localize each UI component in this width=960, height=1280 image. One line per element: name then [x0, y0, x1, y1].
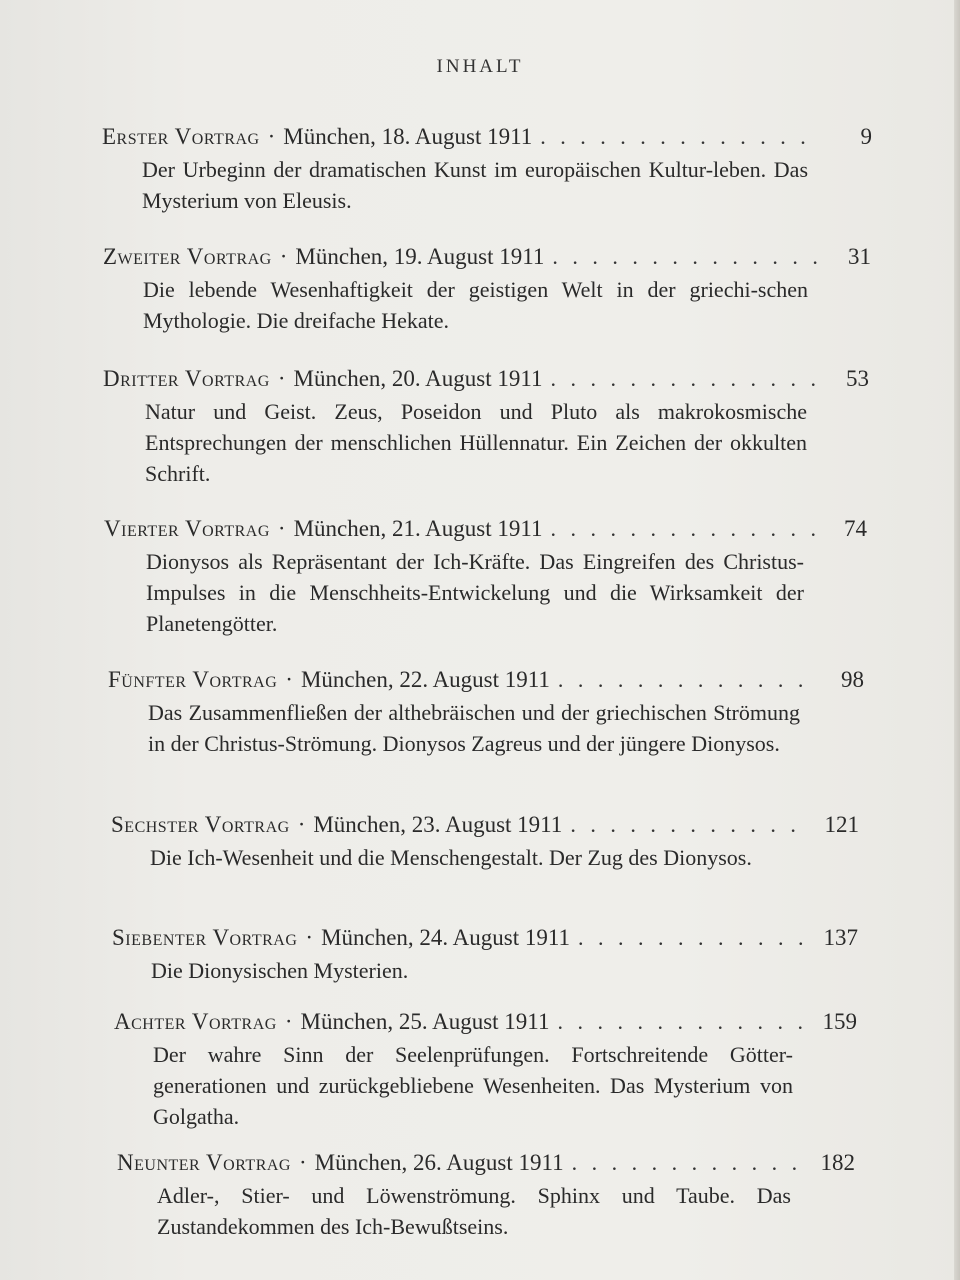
page-number: 137: [823, 925, 858, 950]
dot-leader: [557, 1009, 805, 1035]
entry-description: Dionysos als Repräsentant der Ich-Kräfte. Das Eingreifen des Christus-Impulses in die Menschheits-Entwickelung und die Wirksamkeit der Planetengötter.: [146, 549, 804, 636]
place-date: München, 18. August 1911: [283, 124, 533, 149]
toc-entry: Neunter Vortrag · München, 26. August 1911 . . . 182 Adler-, Stier- und Löwenströmung. Sphinx und Taube. Das Zustandekommen des Ich-Bewußtseins.: [117, 1150, 855, 1242]
toc-entry: Sechster Vortrag · München, 23. August 1911 . . . 121 Die Ich-Wesenheit und die Menschengestalt. Der Zug des Dionysos.: [111, 812, 859, 873]
place-date: München, 25. August 1911: [300, 1009, 550, 1034]
toc-entry: Dritter Vortrag · München, 20. August 1911 . . . 53 Natur und Geist. Zeus, Poseidon und Pluto als makrokosmische Entsprechungen der menschlichen Hüllennatur. Ein Zeichen der okkulten Schrift.: [103, 366, 869, 489]
lecture-label: Sechster Vortrag: [111, 812, 290, 837]
toc-entry: Fünfter Vortrag · München, 22. August 1911 . . . 98 Das Zusammenfließen der althebräischen und der griechischen Strömung in der Christus-Strömung. Dionysos Zagreus und der jüngere Dionysos.: [108, 667, 864, 759]
entry-description: Die Dionysischen Mysterien.: [151, 958, 409, 983]
dot-leader: [578, 925, 806, 951]
lecture-label: Fünfter Vortrag: [108, 667, 278, 692]
dot-leader: [551, 516, 815, 542]
entry-description: Adler-, Stier- und Löwenströmung. Sphinx und Taube. Das Zustandekommen des Ich-Bewußtseins.: [157, 1183, 791, 1239]
toc-entry: Achter Vortrag · München, 25. August 1911 . . . 159 Der wahre Sinn der Seelenprüfungen. Fortschreitende Götter-generationen und zurückgebliebene Wesenheiten. Das Mysterium von Golgatha.: [114, 1009, 857, 1132]
place-date: München, 24. August 1911: [321, 925, 571, 950]
dot-leader: [552, 244, 819, 270]
page-number: 121: [824, 812, 859, 837]
page-number: 182: [820, 1150, 855, 1175]
place-date: München, 22. August 1911: [300, 667, 550, 692]
dot-leader: [551, 366, 818, 392]
lecture-label: Dritter Vortrag: [103, 366, 270, 391]
entry-description: Der Urbeginn der dramatischen Kunst im europäischen Kultur-leben. Das Mysterium von Eleusis.: [142, 157, 808, 213]
toc-entry: Erster Vortrag · München, 18. August 1911 . . . 9 Der Urbeginn der dramatischen Kunst im europäischen Kultur-leben. Das Mysterium von Eleusis.: [102, 124, 872, 216]
entry-description: Natur und Geist. Zeus, Poseidon und Pluto als makrokosmische Entsprechungen der menschlichen Hüllennatur. Ein Zeichen der okkulten Schrift.: [145, 399, 807, 486]
lecture-label: Siebenter Vortrag: [112, 925, 298, 950]
place-date: München, 19. August 1911: [295, 244, 545, 269]
lecture-label: Neunter Vortrag: [117, 1150, 291, 1175]
page-number: 31: [848, 244, 871, 269]
lecture-label: Achter Vortrag: [114, 1009, 277, 1034]
entry-description: Das Zusammenfließen der althebräischen und der griechischen Strömung in der Christus-Strömung. Dionysos Zagreus und der jüngere Dionysos.: [148, 700, 800, 756]
page-number: 98: [841, 667, 864, 692]
page-number: 9: [860, 124, 872, 149]
dot-leader: [540, 124, 820, 150]
place-date: München, 21. August 1911: [293, 516, 543, 541]
toc-entry: Siebenter Vortrag · München, 24. August 1911 . . . 137 Die Dionysischen Mysterien.: [112, 925, 858, 986]
page-number: 74: [844, 516, 867, 541]
dot-leader: [570, 812, 807, 838]
place-date: München, 26. August 1911: [314, 1150, 564, 1175]
lecture-label: Zweiter Vortrag: [103, 244, 272, 269]
dot-leader: [558, 667, 812, 693]
place-date: München, 23. August 1911: [313, 812, 563, 837]
lecture-label: Vierter Vortrag: [104, 516, 270, 541]
page-title: INHALT: [436, 56, 524, 77]
page-number: 159: [822, 1009, 857, 1034]
lecture-label: Erster Vortrag: [102, 124, 260, 149]
entry-description: Die lebende Wesenhaftigkeit der geistigen Welt in der griechi-schen Mythologie. Die dreifache Hekate.: [143, 277, 808, 333]
dot-leader: [572, 1150, 803, 1176]
toc-entry: Zweiter Vortrag · München, 19. August 1911 . . . 31 Die lebende Wesenhaftigkeit der geistigen Welt in der griechi-schen Mythologie. Die dreifache Hekate.: [103, 244, 871, 336]
entry-description: Die Ich-Wesenheit und die Menschengestalt. Der Zug des Dionysos.: [150, 845, 752, 870]
page-number: 53: [846, 366, 869, 391]
place-date: München, 20. August 1911: [293, 366, 543, 391]
toc-entry: Vierter Vortrag · München, 21. August 1911 . . . 74 Dionysos als Repräsentant der Ich-Kräfte. Das Eingreifen des Christus-Impulses in die Menschheits-Entwickelung und die Wirksamkeit der Planetengötter.: [104, 516, 867, 639]
entry-description: Der wahre Sinn der Seelenprüfungen. Fortschreitende Götter-generationen und zurückgebliebene Wesenheiten. Das Mysterium von Golgatha.: [153, 1042, 793, 1129]
